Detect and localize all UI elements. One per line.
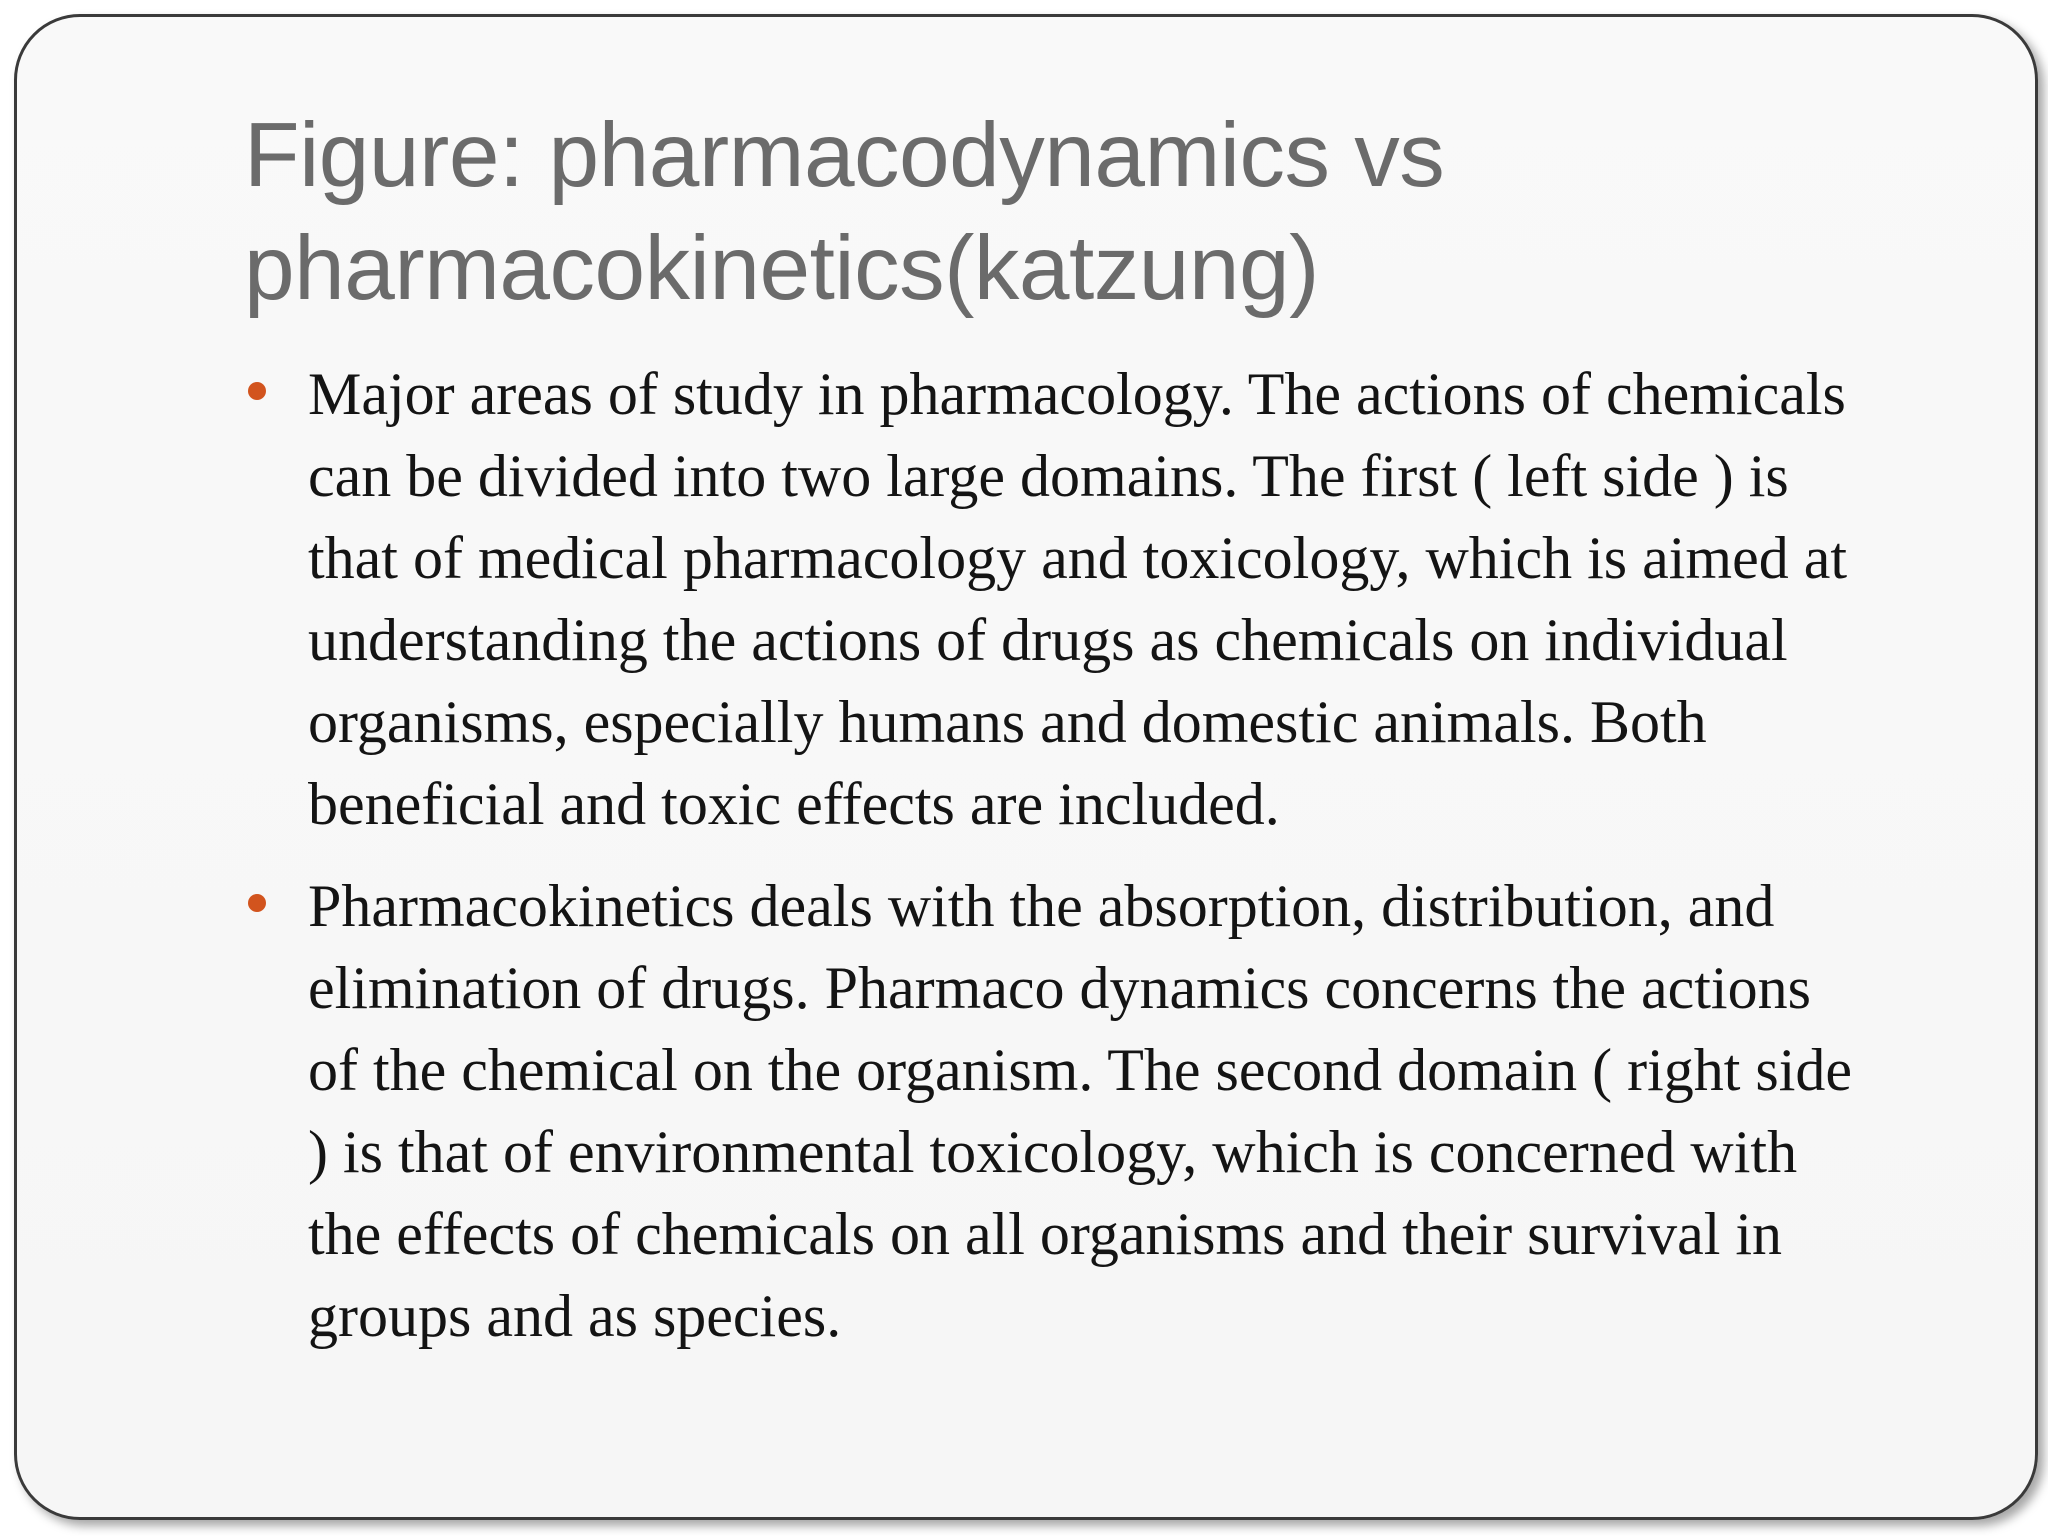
- text-line: organisms, especially humans and domestic animals. Both: [308, 689, 1707, 755]
- text-line: understanding the actions of drugs as chemicals on individual: [308, 607, 1788, 673]
- bullet-dot-icon: [248, 382, 266, 400]
- bullet-text: [308, 353, 1966, 845]
- title-line-1: Figure: pharmacodynamics vs: [244, 105, 1445, 206]
- text-line: groups and as species.: [308, 1283, 842, 1349]
- slide-frame: [14, 14, 2038, 1520]
- text-line: of the chemical on the organism. The second domain ( right side: [308, 1037, 1853, 1103]
- bullet-item-2: [246, 865, 1966, 1357]
- bullet-list: [246, 353, 1966, 1377]
- bullet-dot-icon: [248, 894, 266, 912]
- text-line: elimination of drugs. Pharmaco dynamics concerns the actions: [308, 955, 1811, 1021]
- title-line-2: pharmacokinetics(katzung): [244, 218, 1319, 319]
- text-line: Major areas of study in pharmacology. The actions of chemicals: [308, 361, 1846, 427]
- text-line: Pharmacokinetics deals with the absorption, distribution, and: [308, 873, 1775, 939]
- text-line: ) is that of environmental toxicology, which is concerned with: [308, 1119, 1798, 1185]
- slide-title: [244, 99, 1924, 325]
- bullet-text: [308, 865, 1966, 1357]
- bullet-item-1: [246, 353, 1966, 845]
- text-line: the effects of chemicals on all organisms and their survival in: [308, 1201, 1783, 1267]
- text-line: can be divided into two large domains. The first ( left side ) is: [308, 443, 1789, 509]
- text-line: beneficial and toxic effects are included.: [308, 771, 1280, 837]
- text-line: that of medical pharmacology and toxicology, which is aimed at: [308, 525, 1847, 591]
